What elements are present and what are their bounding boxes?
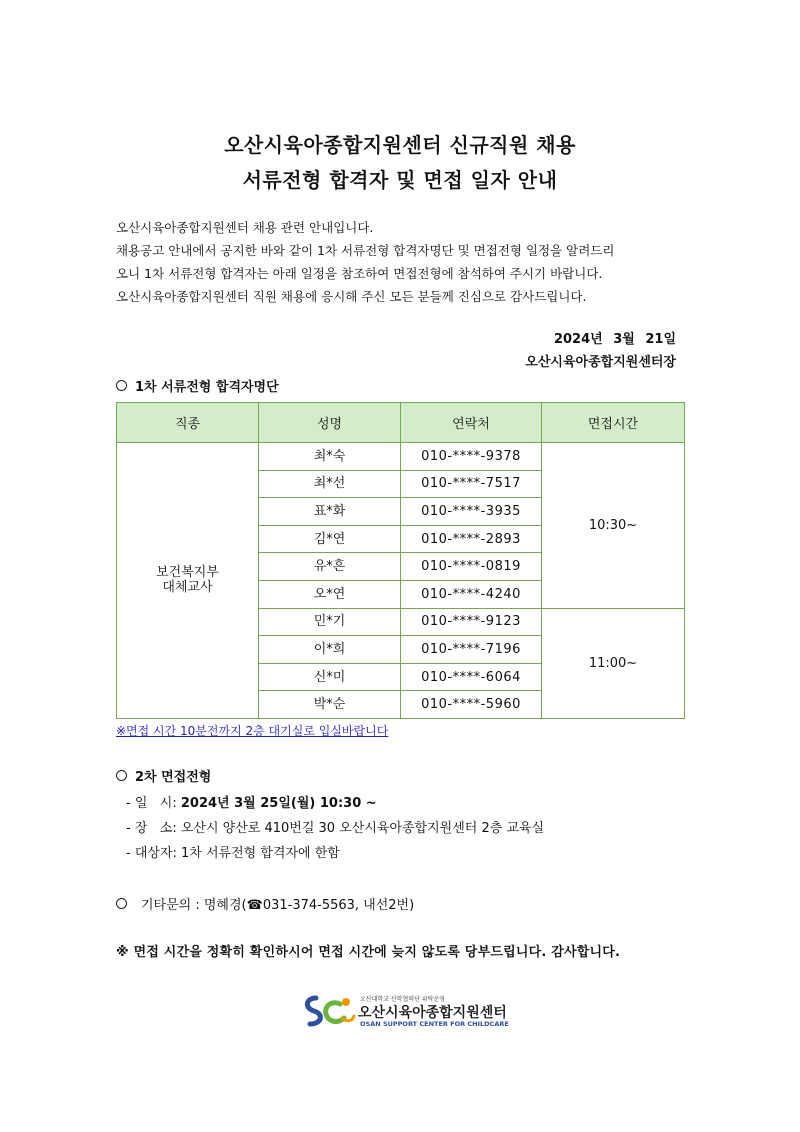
job-cell: [117, 443, 259, 719]
job-line: 보건복지부: [156, 565, 219, 581]
time-cell: 10:30~: [542, 443, 685, 609]
circle-bullet-icon: [116, 380, 127, 391]
table-row: [117, 443, 685, 471]
name-cell: 표*화: [259, 498, 401, 526]
title-line-2: 서류전형 합격자 및 면접 일자 안내: [242, 168, 558, 192]
logo-english-text: OSAN SUPPORT CENTER FOR CHILDCARE: [360, 1020, 509, 1028]
phone-cell: 010-****-9378: [401, 443, 542, 471]
circle-bullet-icon: [116, 770, 127, 781]
header-interview-time: 면접시간: [542, 403, 685, 443]
intro-line: 오산시육아종합지원센터 채용 관련 안내입니다.: [116, 220, 374, 235]
logo-name-text: 오산시육아종합지원센터: [358, 1005, 507, 1021]
place-value: 오산시 양산로 410번길 30 오산시육아종합지원센터 2층 교육실: [180, 821, 545, 836]
contact-line: [116, 894, 414, 913]
phone-cell: 010-****-0819: [401, 553, 542, 581]
datetime-label: - 일 시:: [126, 796, 177, 811]
header-job: 직종: [117, 403, 259, 443]
arrival-note: ※면접 시간 10분전까지 2층 대기실로 입실바랍니다: [116, 724, 389, 738]
contact-text: 기타문의 : 명혜경(☎031-374-5563, 내선2번): [141, 898, 415, 913]
candidates-table: [116, 402, 685, 719]
name-cell: 박*순: [259, 691, 401, 719]
center-logo-icon: [302, 992, 358, 1032]
phone-cell: 010-****-5960: [401, 691, 542, 719]
interview-place: [126, 817, 544, 836]
intro-line: 채용공고 안내에서 공지한 바와 같이 1차 서류전형 합격자명단 및 면접전형 일정을 알려드리: [116, 243, 615, 258]
time-cell: 11:00~: [542, 608, 685, 718]
name-cell: 김*연: [259, 525, 401, 553]
phone-cell: 010-****-7196: [401, 636, 542, 664]
circle-bullet-icon: [116, 898, 127, 909]
name-cell: 신*미: [259, 663, 401, 691]
phone-cell: 010-****-2893: [401, 525, 542, 553]
datetime-value: 2024년 3월 25일(월) 10:30 ~: [180, 796, 377, 811]
section-2-heading: [116, 766, 211, 785]
intro-paragraph: [116, 216, 696, 308]
header-name: 성명: [259, 403, 401, 443]
phone-cell: 010-****-4240: [401, 580, 542, 608]
section-2-title: 2차 면접전형: [135, 770, 212, 785]
issuer: 오산시육아종합지원센터장: [525, 355, 676, 370]
table-header-row: [117, 403, 685, 443]
name-cell: 이*희: [259, 636, 401, 664]
name-cell: 최*선: [259, 470, 401, 498]
phone-cell: 010-****-6064: [401, 663, 542, 691]
phone-cell: 010-****-9123: [401, 608, 542, 636]
name-cell: 오*연: [259, 580, 401, 608]
job-line: 대체교사: [162, 580, 213, 596]
notice-date: 2024년 3월 21일: [553, 332, 676, 347]
name-cell: 유*흔: [259, 553, 401, 581]
section-1-heading: [116, 376, 279, 395]
title-line-1: 오산시육아종합지원센터 신규직원 채용: [224, 133, 576, 157]
section-1-title: 1차 서류전형 합격자명단: [135, 380, 279, 395]
phone-cell: 010-****-3935: [401, 498, 542, 526]
phone-cell: 010-****-7517: [401, 470, 542, 498]
final-note: ※ 면접 시간을 정확히 확인하시어 면접 시간에 늦지 않도록 당부드립니다. 감사합니다.: [116, 945, 621, 960]
logo-operator-text: 오산대학교 산학협력단 위탁운영: [360, 996, 445, 1003]
header-phone: 연락처: [401, 403, 542, 443]
name-cell: 최*숙: [259, 443, 401, 471]
place-label: - 장 소:: [126, 821, 177, 836]
intro-line: 오산시육아종합지원센터 직원 채용에 응시해 주신 모든 분들께 진심으로 감사드립니다.: [116, 289, 587, 304]
name-cell: 민*기: [259, 608, 401, 636]
interview-target: - 대상자: 1차 서류전형 합격자에 한함: [126, 846, 340, 861]
interview-datetime: [126, 792, 377, 811]
intro-line: 오니 1차 서류전형 합격자는 아래 일정을 참조하여 면접전형에 참석하여 주시기 바랍니다.: [116, 266, 603, 281]
center-logo: [302, 992, 509, 1032]
